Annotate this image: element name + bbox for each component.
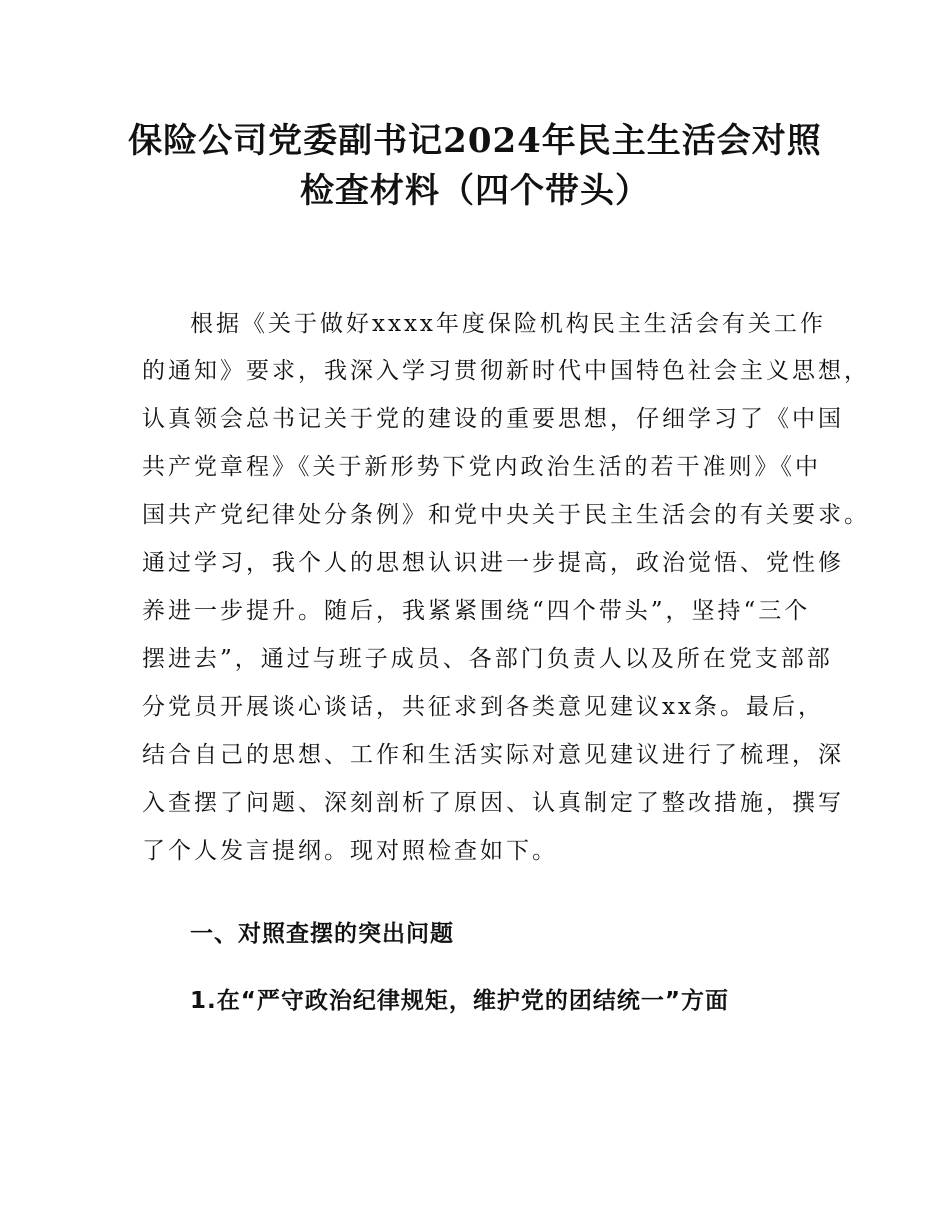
- paragraph-line: 认真领会总书记关于党的建设的重要思想，仔细学习了《中国: [142, 406, 844, 432]
- paragraph-line: 根据《关于做好xxxx年度保险机构民主生活会有关工作: [190, 311, 826, 337]
- paragraph-line: 摆进去”，通过与班子成员、各部门负责人以及所在党支部部: [142, 646, 833, 672]
- paragraph-line: 通过学习，我个人的思想认识进一步提高，政治觉悟、党性修: [142, 550, 844, 576]
- paragraph-line: 的通知》要求，我深入学习贯彻新时代中国特色社会主义思想，: [142, 358, 870, 384]
- subsection-heading: 1.在“严守政治纪律规矩，维护党的团结统一”方面: [190, 988, 729, 1014]
- paragraph-line: 入查摆了问题、深刻剖析了原因、认真制定了整改措施，撰写: [142, 790, 844, 816]
- paragraph-line: 了个人发言提纲。现对照检查如下。: [142, 838, 558, 864]
- paragraph-line: 共产党章程》《关于新形势下党内政治生活的若干准则》《中: [142, 454, 821, 480]
- document-title-line-1: 保险公司党委副书记2024年民主生活会对照: [128, 121, 822, 161]
- paragraph-line: 国共产党纪律处分条例》和党中央关于民主生活会的有关要求。: [142, 502, 870, 528]
- document-title-line-2: 检查材料（四个带头）: [300, 171, 650, 211]
- paragraph-line: 结合自己的思想、工作和生活实际对意见建议进行了梳理，深: [142, 742, 844, 768]
- section-heading: 一、对照查摆的突出问题: [190, 921, 454, 947]
- paragraph-line: 养进一步提升。随后，我紧紧围绕“四个带头”，坚持“三个: [142, 598, 811, 624]
- paragraph-line: 分党员开展谈心谈话，共征求到各类意见建议xx条。最后，: [142, 694, 824, 720]
